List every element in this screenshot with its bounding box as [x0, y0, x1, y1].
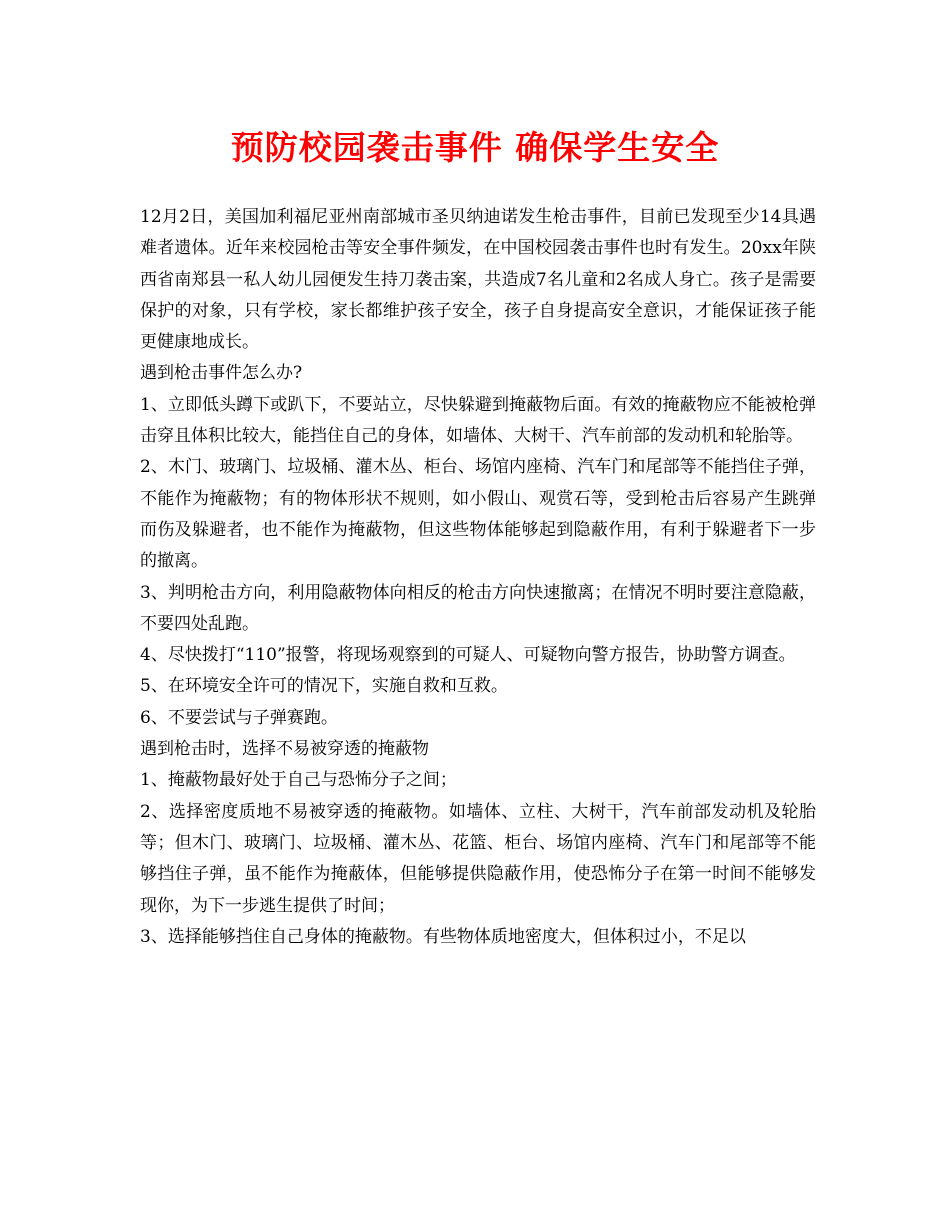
list-item: 1、立即低头蹲下或趴下，不要站立，尽快躲避到掩蔽物后面。有效的掩蔽物应不能被枪弹击穿且体积比较大，能挡住自己的身体，如墙体、大树干、汽车前部的发动机和轮胎等。	[140, 394, 816, 447]
list-item: 2、木门、玻璃门、垃圾桶、灌木丛、柜台、场馆内座椅、汽车门和尾部等不能挡住子弹，不能作为掩蔽物；有的物体形状不规则，如小假山、观赏石等，受到枪击后容易产生跳弹而伤及躲避者，也不能作为掩蔽物，但这些物体能够起到隐蔽作用，有利于躲避者下一步的撤离。	[140, 457, 816, 572]
list-item: 3、选择能够挡住自己身体的掩蔽物。有些物体质地密度大，但体积过小，不足以	[140, 926, 746, 947]
list-item: 5、在环境安全许可的情况下，实施自救和互救。	[140, 676, 508, 697]
list-item: 6、不要尝试与子弹赛跑。	[140, 707, 338, 728]
document-body	[140, 202, 816, 953]
section-heading-cover: 遇到枪击时，选择不易被穿透的掩蔽物	[140, 739, 429, 760]
section-heading-gunfire: 遇到枪击事件怎么办?	[140, 363, 303, 384]
document-title: 预防校园袭击事件 确保学生安全	[230, 128, 720, 167]
list-item: 3、判明枪击方向，利用隐蔽物体向相反的枪击方向快速撤离；在情况不明时要注意隐蔽，不要四处乱跑。	[140, 582, 816, 634]
list-item: 2、选择密度质地不易被穿透的掩蔽物。如墙体、立柱、大树干，汽车前部发动机及轮胎等；但木门、玻璃门、垃圾桶、灌木丛、花篮、柜台、场馆内座椅、汽车门和尾部等不能够挡住子弹，虽不能作为掩蔽体，但能够提供隐蔽作用，使恐怖分子在第一时间不能够发现你，为下一步逃生提供了时间；	[140, 801, 816, 916]
intro-paragraph: 12月2日，美国加利福尼亚州南部城市圣贝纳迪诺发生枪击事件，目前已发现至少14具遇难者遗体。近年来校园枪击等安全事件频发，在中国校园袭击事件也时有发生。20xx年陕西省南郑县一私人幼儿园便发生持刀袭击案，共造成7名儿童和2名成人身亡。孩子是需要保护的对象，只有学校，家长都维护孩子安全，孩子自身提高安全意识，才能保证孩子能更健康地成长。	[140, 207, 816, 353]
list-item: 1、掩蔽物最好处于自己与恐怖分子之间；	[140, 770, 457, 791]
list-item: 4、尽快拨打“110”报警，将现场观察到的可疑人、可疑物向警方报告，协助警方调查。	[140, 645, 796, 666]
